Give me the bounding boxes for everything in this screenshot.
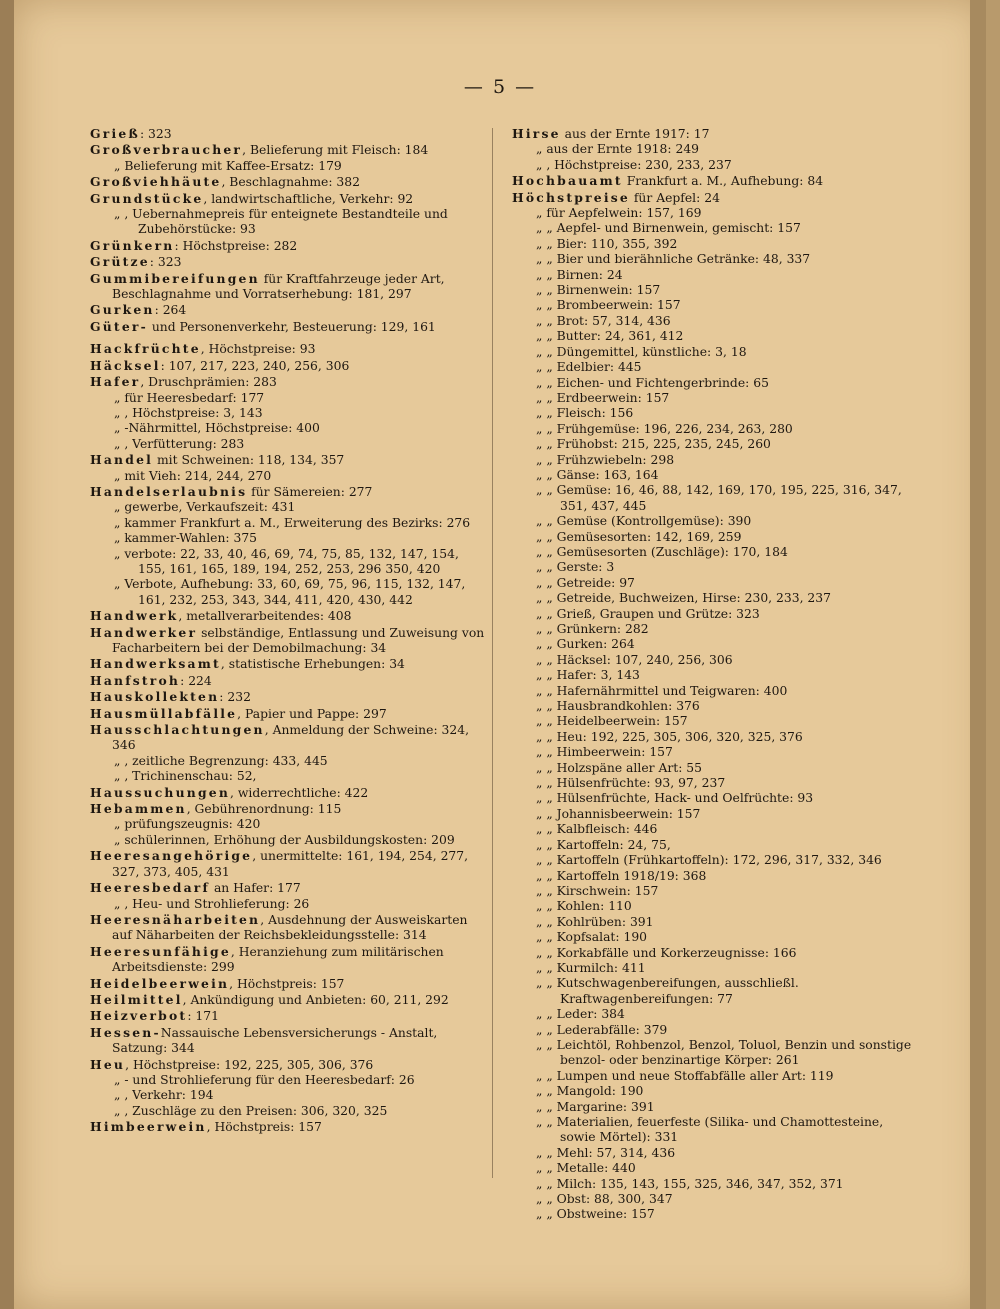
index-subentry <box>90 159 485 174</box>
index-subentry <box>512 514 912 529</box>
index-subentry <box>512 391 912 406</box>
index-entry-text: Nassauische Lebensversicherungs - Anstalt, Satzung: 344 <box>112 1025 438 1056</box>
index-subentry <box>512 899 912 914</box>
index-subentry <box>512 807 912 822</box>
index-entry-text: , Höchstpreis: 157 <box>229 976 345 991</box>
index-entry-text: „ „ Johannisbeerwein: 157 <box>536 806 701 821</box>
index-entry-text: „ „ Hülsenfrüchte: 93, 97, 237 <box>536 776 726 791</box>
index-entry-text: und Personenverkehr, Besteuerung: 129, 161 <box>147 319 436 334</box>
index-entry <box>512 190 912 206</box>
index-subentry <box>512 791 912 806</box>
index-entry-text: „ prüfungszeugnis: 420 <box>114 817 261 832</box>
index-subentry <box>90 754 485 769</box>
index-entry-text: „ „ Lumpen und neue Stoffabfälle aller Art: 119 <box>536 1068 834 1083</box>
index-column-right <box>512 126 912 1223</box>
index-subentry <box>90 547 485 578</box>
index-subentry <box>512 607 912 622</box>
index-subentry <box>512 1038 912 1069</box>
index-headword: Höchstpreise <box>512 189 630 205</box>
index-entry <box>90 848 485 880</box>
index-entry <box>90 992 485 1008</box>
index-entry-text: , Höchstpreise: 93 <box>200 342 316 357</box>
index-entry-text: „ , Höchstpreise: 230, 233, 237 <box>536 157 732 172</box>
index-entry-text: , widerrechtliche: 422 <box>230 785 369 800</box>
index-subentry <box>512 1100 912 1115</box>
index-subentry <box>512 776 912 791</box>
index-entry <box>90 625 485 657</box>
index-entry-text: „ „ Gänse: 163, 164 <box>536 467 659 482</box>
index-subentry <box>512 591 912 606</box>
index-entry-text: , statistische Erhebungen: 34 <box>220 657 405 672</box>
index-entry <box>90 238 485 254</box>
index-subentry <box>512 1023 912 1038</box>
index-subentry <box>512 468 912 483</box>
index-entry-text: „ „ Hafernährmittel und Teigwaren: 400 <box>536 683 788 698</box>
index-subentry <box>512 961 912 976</box>
index-entry <box>90 976 485 992</box>
index-entry <box>90 944 485 976</box>
index-subentry <box>512 1207 912 1222</box>
index-subentry <box>90 207 485 238</box>
index-entry-text: „ -Nährmittel, Höchstpreise: 400 <box>114 421 320 436</box>
index-entry-text: „ „ Heidelbeerwein: 157 <box>536 714 688 729</box>
index-headword: Großverbraucher <box>90 142 243 158</box>
index-entry-text: „ „ Gurken: 264 <box>536 637 635 652</box>
index-entry-text: , Anmeldung der Schweine: 324, 346 <box>112 723 470 753</box>
index-entry <box>90 706 485 722</box>
index-subentry <box>512 622 912 637</box>
index-entry-text: „ kammer Frankfurt a. M., Erweiterung des Bezirks: 276 <box>114 515 471 530</box>
index-entry-text: „ „ Kirschwein: 157 <box>536 883 659 898</box>
index-entry-text: : 264 <box>154 303 187 318</box>
index-entry <box>90 254 485 270</box>
index-entry-text: „ „ Bier und bierähnliche Getränke: 48, 337 <box>536 252 811 267</box>
index-subentry <box>512 237 912 252</box>
index-headword: Handwerksamt <box>90 656 221 672</box>
index-headword: Heizverbot <box>90 1008 188 1024</box>
index-subentry <box>90 769 485 784</box>
index-entry-text: „ „ Kartoffeln (Frühkartoffeln): 172, 296, 317, 332, 346 <box>536 853 882 868</box>
index-entry-text: : 171 <box>187 1009 219 1024</box>
index-subentry <box>512 530 912 545</box>
index-entry-text: : 224 <box>180 673 212 688</box>
index-subentry <box>512 1007 912 1022</box>
index-entry-text: , Heranziehung zum militärischen Arbeitsdienste: 299 <box>112 944 444 975</box>
index-headword: Güter- <box>90 318 148 334</box>
index-entry <box>90 452 485 468</box>
index-entry-text: „ , Höchstpreise: 3, 143 <box>114 405 263 420</box>
index-entry-text: „ verbote: 22, 33, 40, 46, 69, 74, 75, 85, 132, 147, 154, 155, 161, 165, 189, 194, 252, 253, 296 350, 420 <box>114 546 459 576</box>
index-subentry <box>512 329 912 344</box>
index-subentry <box>512 853 912 868</box>
index-entry-text: aus der Ernte 1917: 17 <box>560 127 710 141</box>
index-entry-text: „ kammer-Wahlen: 375 <box>114 531 258 546</box>
index-subentry <box>512 422 912 437</box>
index-subentry <box>512 668 912 683</box>
index-subentry <box>512 437 912 452</box>
index-entry-text: : 232 <box>219 690 251 705</box>
index-entry <box>90 1119 485 1135</box>
index-subentry <box>512 869 912 884</box>
index-headword: Grütze <box>90 254 150 270</box>
index-subentry <box>512 268 912 283</box>
index-entry-text: „ , Verkehr: 194 <box>114 1088 214 1103</box>
index-entry <box>90 1008 485 1024</box>
index-entry <box>90 374 485 390</box>
index-subentry <box>512 653 912 668</box>
index-subentry <box>90 531 485 546</box>
index-entry-text: , Druschprämien: 283 <box>140 375 277 390</box>
index-subentry <box>512 576 912 591</box>
index-entry <box>90 341 485 357</box>
index-headword: Hauskollekten <box>90 689 220 705</box>
index-headword: Gummibereifungen <box>90 270 260 286</box>
index-headword: Gurken <box>90 302 155 318</box>
index-entry-text: an Hafer: 177 <box>210 881 301 896</box>
index-subentry <box>512 714 912 729</box>
index-headword: Handelserlaubnis <box>90 483 248 499</box>
index-subentry <box>512 1161 912 1176</box>
index-entry-text: „ , Uebernahmepreis für enteignete Bestandteile und Zubehörstücke: 93 <box>114 207 448 237</box>
index-entry <box>90 608 485 624</box>
index-subentry <box>90 1073 485 1088</box>
index-headword: Grünkern <box>90 237 175 253</box>
index-entry <box>90 801 485 817</box>
index-entry-text: , landwirtschaftliche, Verkehr: 92 <box>203 191 414 206</box>
index-entry <box>90 126 485 142</box>
index-entry-text: „ „ Himbeerwein: 157 <box>536 745 673 760</box>
index-entry-text: „ schülerinnen, Erhöhung der Ausbildungskosten: 209 <box>114 832 455 847</box>
index-subentry <box>90 897 485 912</box>
index-entry-text: „ „ Aepfel- und Birnenwein, gemischt: 157 <box>536 221 801 236</box>
index-entry-text: „ „ Leichtöl, Rohbenzol, Benzol, Toluol, Benzin und sonstige benzol- oder benzinartige Körper: 261 <box>536 1037 912 1068</box>
index-subentry <box>512 406 912 421</box>
index-entry <box>90 673 485 689</box>
index-entry-text: „ „ Gemüse: 16, 46, 88, 142, 169, 170, 195, 225, 316, 347, 351, 437, 445 <box>536 483 902 513</box>
index-entry-text: „ „ Frühgemüse: 196, 226, 234, 263, 280 <box>536 421 793 436</box>
index-entry-text: „ „ Getreide, Buchweizen, Hirse: 230, 233, 237 <box>536 591 831 606</box>
index-subentry <box>512 252 912 267</box>
index-subentry <box>512 915 912 930</box>
index-subentry <box>90 833 485 848</box>
index-subentry <box>512 1177 912 1192</box>
index-entry-text: „ Verbote, Aufhebung: 33, 60, 69, 75, 96, 115, 132, 147, 161, 232, 253, 343, 344, 411, 420, 430, 442 <box>114 577 466 607</box>
index-headword: Großviehhäute <box>90 174 222 190</box>
index-entry <box>90 191 485 207</box>
index-entry <box>90 302 485 318</box>
index-headword: Grundstücke <box>90 190 204 206</box>
index-entry <box>90 689 485 705</box>
index-subentry <box>512 930 912 945</box>
index-entry-text: „ „ Kartoffeln 1918/19: 368 <box>536 868 707 883</box>
index-entry-text: „ „ Edelbier: 445 <box>536 360 642 375</box>
index-subentry <box>512 453 912 468</box>
index-entry-text: „ „ Birnenwein: 157 <box>536 283 661 298</box>
index-headword: Heeresbedarf <box>90 880 211 896</box>
index-subentry <box>512 684 912 699</box>
index-entry-text: „ „ Getreide: 97 <box>536 575 635 590</box>
index-entry-text: , Belieferung mit Fleisch: 184 <box>242 143 429 158</box>
index-subentry <box>90 469 485 484</box>
index-entry <box>90 271 485 303</box>
index-entry-text: „ „ Leder: 384 <box>536 1007 625 1022</box>
index-entry-text: „ „ Fleisch: 156 <box>536 406 634 421</box>
index-subentry <box>90 516 485 531</box>
index-headword: Handwerker <box>90 624 198 640</box>
index-entry-text: „ „ Obst: 88, 300, 347 <box>536 1192 673 1207</box>
index-headword: Heeresangehörige <box>90 848 253 864</box>
index-entry-text: „ „ Kurmilch: 411 <box>536 960 646 975</box>
index-entry-text: „ „ Eichen- und Fichtengerbrinde: 65 <box>536 375 769 390</box>
index-entry-text: „ für Aepfelwein: 157, 169 <box>536 206 702 221</box>
index-headword: Hafer <box>90 374 141 390</box>
index-entry-text: „ „ Hülsenfrüchte, Hack- und Oelfrüchte: 93 <box>536 791 814 806</box>
index-entry-text: selbständige, Entlassung und Zuweisung von Facharbeitern bei der Demobilmachung: 34 <box>112 625 485 655</box>
index-subentry <box>512 360 912 375</box>
index-entry-text: „ „ Häcksel: 107, 240, 256, 306 <box>536 652 733 667</box>
index-subentry <box>90 577 485 608</box>
index-entry-text: „ , Verfütterung: 283 <box>114 436 245 451</box>
index-subentry <box>512 884 912 899</box>
index-subentry <box>512 1146 912 1161</box>
index-entry <box>90 142 485 158</box>
index-entry-text: „ „ Birnen: 24 <box>536 267 623 282</box>
index-subentry <box>512 838 912 853</box>
index-subentry <box>90 1088 485 1103</box>
index-entry-text: , Gebührenordnung: 115 <box>186 802 342 817</box>
index-headword: Heilmittel <box>90 991 183 1007</box>
index-entry-text: , metallverarbeitendes: 408 <box>178 609 352 624</box>
index-subentry <box>512 545 912 560</box>
index-headword: Grieß <box>90 126 140 141</box>
index-entry-text: „ für Heeresbedarf: 177 <box>114 390 265 405</box>
index-subentry <box>512 976 912 1007</box>
index-subentry <box>512 745 912 760</box>
index-entry <box>90 656 485 672</box>
page-right-edge <box>970 0 986 1309</box>
index-headword: Häcksel <box>90 357 161 373</box>
index-entry-text: „ „ Kohlen: 110 <box>536 899 632 914</box>
index-subentry <box>512 376 912 391</box>
index-entry-text: „ - und Strohlieferung für den Heeresbedarf: 26 <box>114 1072 415 1087</box>
index-entry-text: , Ausdehnung der Ausweiskarten auf Näharbeiten der Reichsbekleidungsstelle: 314 <box>112 912 468 943</box>
index-entry-text: , Ankündigung und Anbieten: 60, 211, 292 <box>182 992 449 1007</box>
index-entry-text: „ „ Korkabfälle und Korkerzeugnisse: 166 <box>536 945 797 960</box>
index-entry-text: „ „ Gemüsesorten (Zuschläge): 170, 184 <box>536 544 788 559</box>
index-headword: Heidelbeerwein <box>90 975 230 991</box>
index-entry-text: „ , Zuschläge zu den Preisen: 306, 320, 325 <box>114 1103 388 1118</box>
index-entry-text: für Aepfel: 24 <box>629 190 720 205</box>
index-entry-text: „ gewerbe, Verkaufszeit: 431 <box>114 500 296 515</box>
index-entry-text: , Höchstpreis: 157 <box>206 1120 322 1135</box>
index-entry-text: „ „ Erdbeerwein: 157 <box>536 390 670 405</box>
index-subentry <box>512 221 912 236</box>
index-entry-text: „ „ Frühzwiebeln: 298 <box>536 452 675 467</box>
index-entry-text: „ „ Margarine: 391 <box>536 1099 655 1114</box>
index-subentry <box>90 500 485 515</box>
index-entry <box>90 358 485 374</box>
index-entry <box>90 484 485 500</box>
index-entry-text: „ „ Mangold: 190 <box>536 1084 644 1099</box>
index-entry-text: „ „ Kohlrüben: 391 <box>536 914 654 929</box>
index-entry-text: „ „ Kalbfleisch: 446 <box>536 822 658 837</box>
index-entry-text: , Beschlagnahme: 382 <box>221 175 360 190</box>
index-entry-text: „ , Trichinenschau: 52, <box>114 769 257 784</box>
index-entry <box>90 722 485 754</box>
index-entry-text: „ „ Mehl: 57, 314, 436 <box>536 1145 676 1160</box>
index-entry-text: „ „ Materialien, feuerfeste (Silika- und Chamottesteine, sowie Mörtel): 331 <box>536 1115 884 1145</box>
index-entry-text: „ Belieferung mit Kaffee-Ersatz: 179 <box>114 158 342 173</box>
index-subentry <box>90 406 485 421</box>
index-entry-text: mit Schweinen: 118, 134, 357 <box>153 453 345 468</box>
index-headword: Himbeerwein <box>90 1119 207 1135</box>
index-entry-text: für Sämereien: 277 <box>247 484 373 499</box>
index-headword: Handel <box>90 452 154 468</box>
index-entry-text: „ „ Holzspäne aller Art: 55 <box>536 760 703 775</box>
page-number: — 5 — <box>463 76 537 98</box>
index-subentry <box>512 699 912 714</box>
index-entry-text: „ aus der Ernte 1918: 249 <box>536 142 700 157</box>
index-entry-text: „ mit Vieh: 214, 244, 270 <box>114 468 272 483</box>
index-entry-text: „ „ Heu: 192, 225, 305, 306, 320, 325, 376 <box>536 729 803 744</box>
index-entry <box>90 1025 485 1057</box>
index-headword: Hackfrüchte <box>90 341 201 357</box>
index-headword: Hausschlachtungen <box>90 722 265 738</box>
index-subentry <box>512 730 912 745</box>
index-headword: Hebammen <box>90 801 187 817</box>
index-entry-text: „ „ Butter: 24, 361, 412 <box>536 329 684 344</box>
index-subentry <box>512 822 912 837</box>
index-entry <box>512 126 912 142</box>
index-subentry <box>512 1084 912 1099</box>
index-subentry <box>512 142 912 157</box>
index-entry-text: „ „ Milch: 135, 143, 155, 325, 346, 347, 352, 371 <box>536 1176 844 1191</box>
index-entry-text: „ „ Metalle: 440 <box>536 1161 636 1176</box>
index-entry-text: „ „ Gemüse (Kontrollgemüse): 390 <box>536 514 752 529</box>
index-entry-text: „ „ Düngemittel, künstliche: 3, 18 <box>536 344 747 359</box>
index-subentry <box>90 421 485 436</box>
index-entry-text: „ , Heu- und Strohlieferung: 26 <box>114 896 310 911</box>
index-headword: Hirse <box>512 126 561 141</box>
index-entry-text: Frankfurt a. M., Aufhebung: 84 <box>622 174 824 189</box>
index-entry <box>90 319 485 335</box>
index-entry-text: , Papier und Pappe: 297 <box>237 706 387 721</box>
index-headword: Heeresunfähige <box>90 943 231 959</box>
index-subentry <box>512 946 912 961</box>
index-entry-text: „ „ Obstweine: 157 <box>536 1207 655 1222</box>
index-entry-text: „ „ Gemüsesorten: 142, 169, 259 <box>536 529 742 544</box>
index-entry-text: : 323 <box>149 255 182 270</box>
index-subentry <box>512 1115 912 1146</box>
index-subentry <box>512 314 912 329</box>
index-subentry <box>90 817 485 832</box>
index-subentry <box>512 483 912 514</box>
index-entry-text: , unermittelte: 161, 194, 254, 277, 327, 373, 405, 431 <box>112 849 469 879</box>
index-entry-text: „ „ Lederabfälle: 379 <box>536 1022 668 1037</box>
index-entry-text: „ „ Kutschwagenbereifungen, ausschließl. Kraftwagenbereifungen: 77 <box>536 976 799 1006</box>
index-headword: Haussuchungen <box>90 784 231 800</box>
index-entry-text: : 107, 217, 223, 240, 256, 306 <box>160 358 350 373</box>
index-subentry <box>512 637 912 652</box>
index-entry <box>512 173 912 189</box>
index-entry-text: „ „ Grieß, Graupen und Grütze: 323 <box>536 606 760 621</box>
index-subentry <box>90 1104 485 1119</box>
index-entry-text: : 323 <box>139 127 172 141</box>
index-subentry <box>512 1192 912 1207</box>
index-entry <box>90 880 485 896</box>
index-subentry <box>512 560 912 575</box>
index-entry <box>90 912 485 944</box>
index-entry <box>90 1057 485 1073</box>
index-headword: Handwerk <box>90 608 179 624</box>
index-headword: Heu <box>90 1056 126 1072</box>
index-entry-text: „ „ Bier: 110, 355, 392 <box>536 236 678 251</box>
index-headword: Hessen- <box>90 1024 161 1040</box>
index-subentry <box>512 206 912 221</box>
index-subentry <box>90 391 485 406</box>
index-entry-text: „ „ Gerste: 3 <box>536 560 615 575</box>
index-column-left <box>90 126 485 1136</box>
index-subentry <box>512 761 912 776</box>
index-entry-text: , Höchstpreise: 192, 225, 305, 306, 376 <box>125 1057 374 1072</box>
index-subentry <box>512 345 912 360</box>
column-divider <box>492 128 493 1178</box>
index-subentry <box>512 298 912 313</box>
index-entry-text: „ „ Grünkern: 282 <box>536 622 649 636</box>
index-entry-text: „ „ Kopfsalat: 190 <box>536 930 648 945</box>
index-entry <box>90 785 485 801</box>
index-headword: Hochbauamt <box>512 173 623 189</box>
index-subentry <box>90 437 485 452</box>
index-entry-text: : Höchstpreise: 282 <box>174 238 298 253</box>
index-entry-text: „ „ Hafer: 3, 143 <box>536 668 640 683</box>
index-headword: Heeresnäharbeiten <box>90 911 261 927</box>
index-entry-text: „ „ Kartoffeln: 24, 75, <box>536 837 671 852</box>
index-entry-text: für Kraftfahrzeuge jeder Art, Beschlagnahme und Vorratserhebung: 181, 297 <box>112 271 445 302</box>
index-entry-text: „ „ Frühobst: 215, 225, 235, 245, 260 <box>536 437 771 452</box>
index-subentry <box>512 283 912 298</box>
index-headword: Hausmüllabfälle <box>90 705 238 721</box>
index-entry-text: „ „ Hausbrandkohlen: 376 <box>536 699 700 714</box>
index-entry <box>90 174 485 190</box>
index-entry-text: „ „ Brombeerwein: 157 <box>536 298 681 313</box>
index-entry-text: „ , zeitliche Begrenzung: 433, 445 <box>114 753 328 768</box>
index-entry-text: „ „ Brot: 57, 314, 436 <box>536 313 671 328</box>
index-headword: Hanfstroh <box>90 672 181 688</box>
index-subentry <box>512 1069 912 1084</box>
index-subentry <box>512 158 912 173</box>
